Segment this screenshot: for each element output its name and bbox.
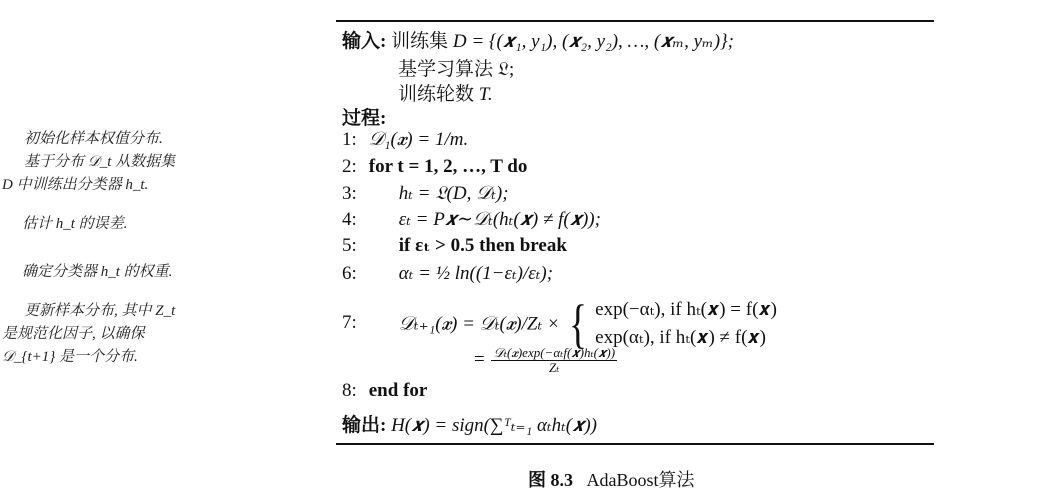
step-1: 1: 𝒟₁(𝒙) = 1/m. bbox=[342, 129, 469, 150]
step-7-case-2: exp(αₜ), if hₜ(𝒙) ≠ f(𝒙) bbox=[595, 327, 766, 348]
step-5: 5: if εₜ > 0.5 then break bbox=[342, 235, 567, 256]
input-line-1: 输入: 训练集 D = {(𝒙₁, y₁), (𝒙₂, y₂), …, (𝒙ₘ, yₘ)}; bbox=[342, 31, 734, 52]
process-label: 过程: bbox=[342, 108, 387, 129]
side-note-update-line2: 是规范化因子, 以确保 bbox=[2, 326, 145, 342]
input-line-2: 基学习算法 𝔏; bbox=[398, 59, 515, 80]
output-line: 输出: H(𝒙) = sign(∑ᵀₜ₌₁ αₜhₜ(𝒙)) bbox=[342, 415, 597, 436]
step-7-fraction: $\frac{\text{𝒟ₜ(𝒙)exp(−αₜf(𝒙)hₜ(𝒙))}}{\text{Zₜ}}$ bbox=[493, 345, 616, 375]
step-2: 2: for t = 1, 2, …, T do bbox=[342, 156, 528, 177]
algorithm-box bbox=[342, 0, 932, 445]
case-brace: { bbox=[568, 294, 587, 354]
side-note-update-line3: 𝒟_{t+1} 是一个分布. bbox=[2, 349, 138, 365]
input-line-3: 训练轮数 T. bbox=[398, 84, 493, 105]
side-note-update-line1: 更新样本分布, 其中 Z_t bbox=[24, 303, 176, 319]
caption-title: AdaBoost算法 bbox=[586, 470, 695, 490]
step-7-case-1: exp(−αₜ), if hₜ(𝒙) = f(𝒙) bbox=[595, 299, 777, 320]
side-note-update bbox=[2, 300, 230, 369]
step-7-line-2 bbox=[474, 346, 619, 374]
side-note-init: 初始化样本权值分布. bbox=[24, 131, 163, 147]
step-7-cases bbox=[595, 296, 777, 352]
step-6: 6: αₜ = ½ ln((1−εₜ)/εₜ); bbox=[342, 263, 554, 284]
output-label: 输出: bbox=[342, 415, 387, 436]
side-note-train-line2: D 中训练出分类器 h_t. bbox=[2, 177, 149, 193]
step-4: 4: εₜ = P𝒙∼𝒟ₜ(hₜ(𝒙) ≠ f(𝒙)); bbox=[342, 209, 601, 230]
step-3: 3: hₜ = 𝔏(D, 𝒟ₜ); bbox=[342, 183, 509, 204]
step-7: 7: 𝒟ₜ₊₁(𝒙) = 𝒟ₜ(𝒙)/Zₜ × { exp(−αₜ), if hₜ(𝒙) = f(𝒙) exp(αₜ), if hₜ(𝒙) ≠ f(𝒙) bbox=[342, 294, 777, 354]
step-8: 8: end for bbox=[342, 380, 428, 401]
input-label: 输入: bbox=[342, 31, 387, 52]
side-note-error: 估计 h_t 的误差. bbox=[22, 216, 128, 232]
side-note-weight: 确定分类器 h_t 的权重. bbox=[22, 264, 173, 280]
equals-sign: = bbox=[474, 349, 485, 371]
caption-label: 图 8.3 bbox=[528, 470, 573, 490]
figure-caption bbox=[528, 466, 695, 492]
side-note-train-line1: 基于分布 𝒟_t 从数据集 bbox=[24, 154, 176, 170]
side-note-train bbox=[2, 151, 230, 197]
